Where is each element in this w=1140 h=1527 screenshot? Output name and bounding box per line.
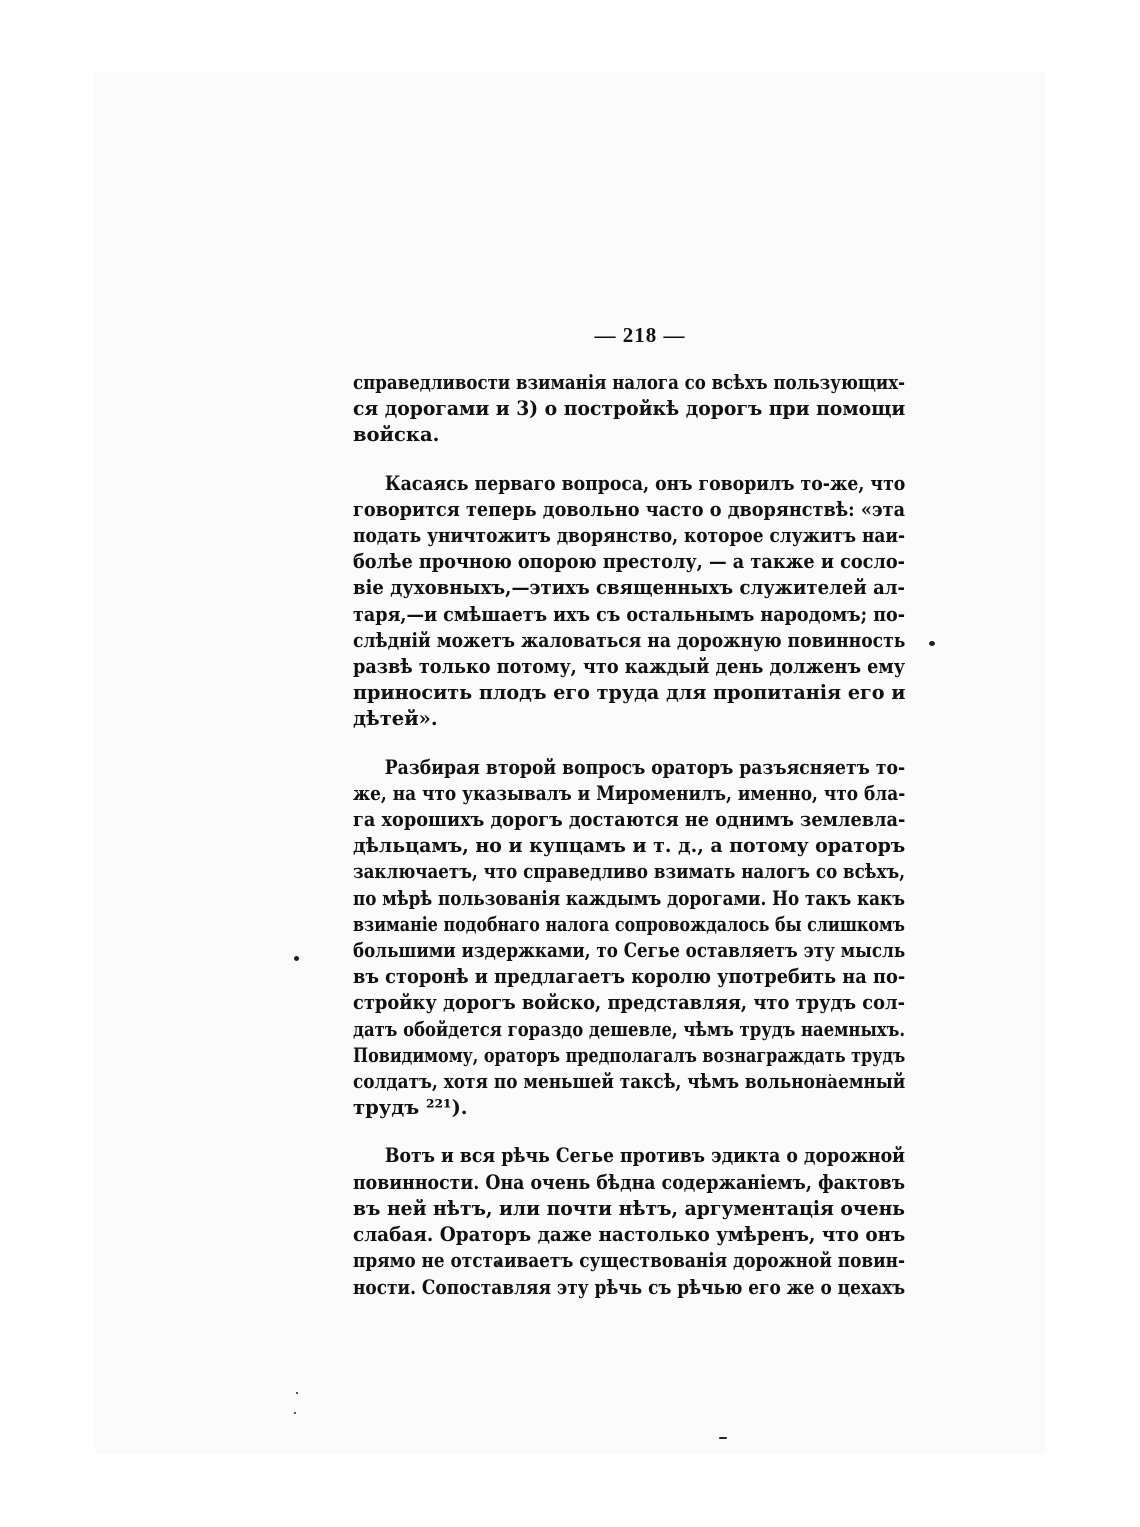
text-line: Касаясь перваго вопроса, онъ говорилъ то-же, что xyxy=(384,471,906,495)
page-number: — 218 — xyxy=(594,323,686,347)
paragraph xyxy=(353,370,905,449)
text-line: віе духовныхъ,—этихъ священныхъ служителей ал- xyxy=(353,576,905,600)
text-line: Вотъ и вся рѣчь Сегье противъ эдикта о дорожной xyxy=(384,1144,905,1168)
paragraph xyxy=(353,471,905,733)
text-line: заключаетъ, что справедливо взимать налогъ со всѣхъ, xyxy=(353,860,905,884)
text-line: большими издержками, то Сегье оставляетъ эту мысль xyxy=(353,939,906,963)
text-line: таря,—и смѣшаетъ ихъ съ остальнымъ народомъ; по- xyxy=(353,602,906,626)
paragraph xyxy=(353,755,905,1122)
text-line: по мѣрѣ пользованія каждымъ дорогами. Но такъ какъ xyxy=(353,886,905,910)
text-line: датъ обойдется гораздо дешевле, чѣмъ трудъ наемныхъ. xyxy=(353,1017,906,1041)
paragraph xyxy=(353,1143,905,1300)
text-line: ся дорогами и 3) о постройкѣ дорогъ при помощи xyxy=(353,397,906,421)
text-line: развѣ только потому, что каждый день долженъ ему xyxy=(353,655,905,679)
text-line: прямо не отстаиваетъ существованія дорожной повин- xyxy=(353,1249,906,1273)
text-line: взиманіе подобнаго налога сопровождалось бы слишкомъ xyxy=(353,912,905,936)
text-line: солдатъ, хотя по меньшей таксѣ, чѣмъ вольнонаемный xyxy=(353,1070,906,1094)
text-line: га хорошихъ дорогъ достаются не однимъ землевла- xyxy=(353,808,906,832)
text-line: въ ней нѣтъ, или почти нѣтъ, аргументація очень xyxy=(353,1196,906,1220)
text-line: войска. xyxy=(353,423,440,447)
scan-speck xyxy=(929,641,935,646)
text-line: приносить плодъ его труда для пропитанія его и xyxy=(353,681,906,705)
text-line: дѣльцамъ, но и купцамъ и т. д., а потому ораторъ xyxy=(353,834,906,858)
scan-speck xyxy=(296,1392,298,1394)
text-line: же, на что указывалъ и Мироменилъ, именно, что бла- xyxy=(353,781,906,805)
text-line: дѣтей». xyxy=(353,707,438,731)
text-line: подать уничтожитъ дворянство, которое служитъ наи- xyxy=(353,524,906,548)
text-line: болѣе прочною опорою престолу, — а также и сосло- xyxy=(353,550,905,574)
text-line: Повидимому, ораторъ предполагалъ вознаграждать трудъ xyxy=(353,1043,906,1067)
body-text xyxy=(353,320,905,1323)
text-line: справедливости взиманія налога со всѣхъ пользующих- xyxy=(353,371,905,394)
text-line: повинности. Она очень бѣдна содержаніемъ, фактовъ xyxy=(353,1170,905,1194)
scan-speck xyxy=(294,956,299,961)
text-line: ности. Сопоставляя эту рѣчь съ рѣчью его же о цехахъ xyxy=(353,1275,906,1299)
text-line: говорится теперь довольно часто о дворянствѣ: «эта xyxy=(353,497,905,521)
text-line: стройку дорогъ войско, представляя, что трудъ сол- xyxy=(353,991,905,1015)
text-line: въ сторонѣ и предлагаетъ королю употребить на по- xyxy=(353,965,906,989)
text-line: Разбирая второй вопросъ ораторъ разъясняетъ то- xyxy=(384,755,906,779)
scan-speck xyxy=(294,1412,296,1414)
text-line: трудъ ²²¹). xyxy=(353,1096,468,1120)
scan-speck xyxy=(719,1437,727,1439)
text-line: слабая. Ораторъ даже настолько умѣренъ, что онъ xyxy=(353,1223,906,1247)
text-line: слѣдній можетъ жаловаться на дорожную повинность xyxy=(353,628,906,652)
